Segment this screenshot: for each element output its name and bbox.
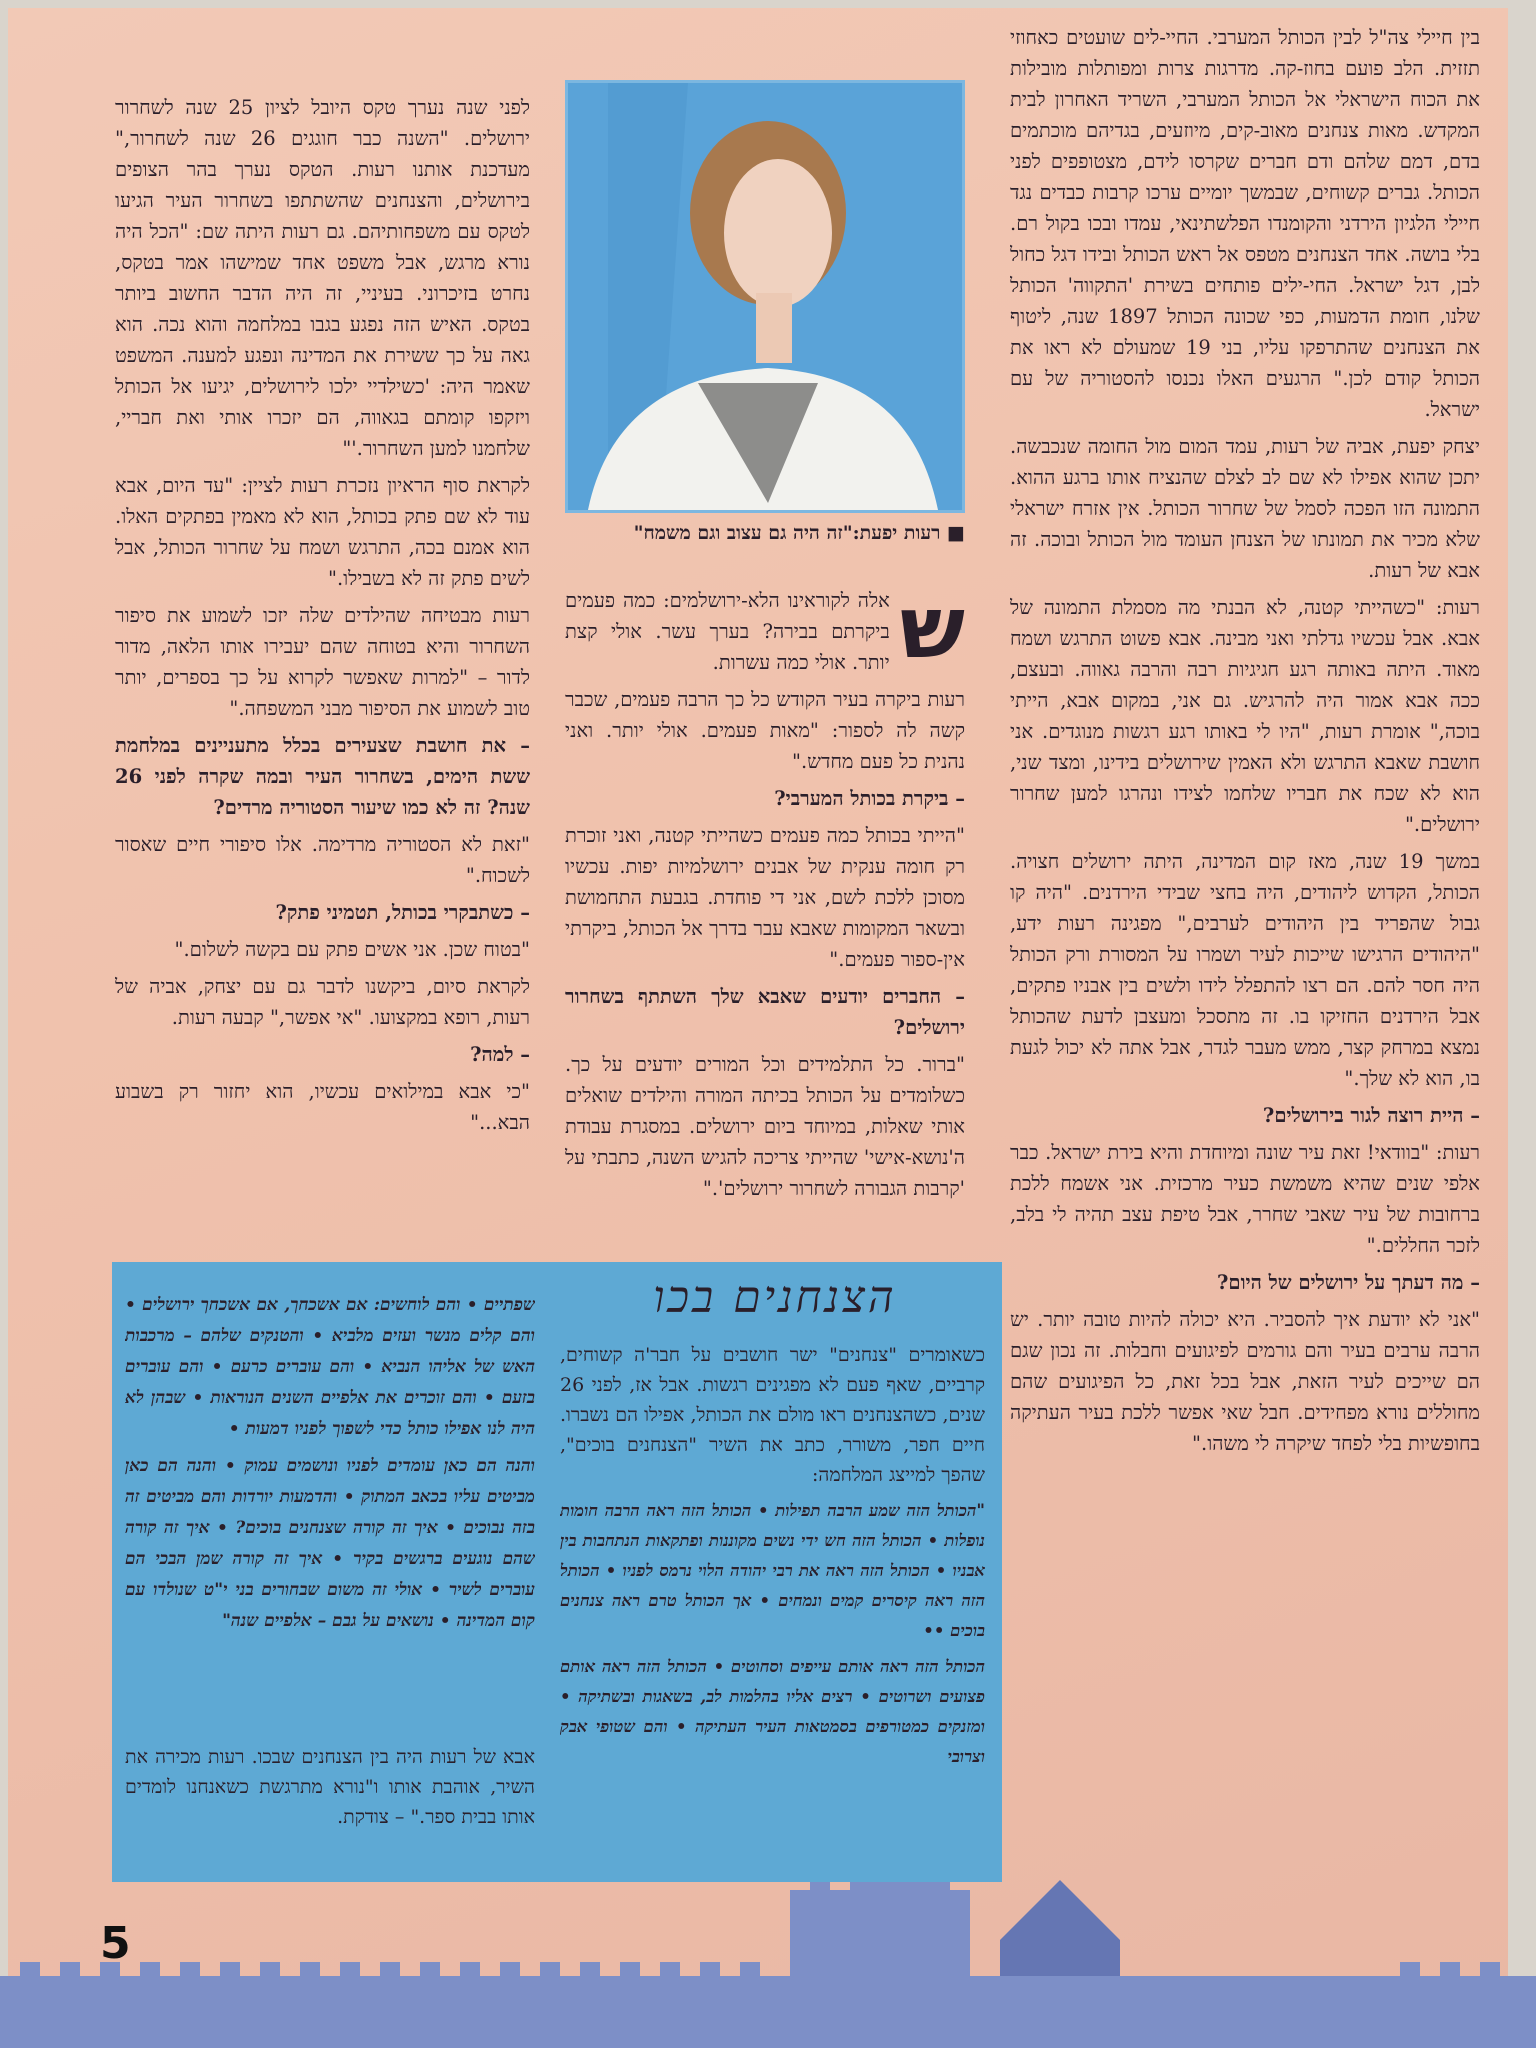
drop-cap: ש xyxy=(899,585,965,678)
box-poem-column xyxy=(125,1290,535,1740)
paragraph: אבא של רעות היה בין הצנחנים שבכו. רעות מכירה את השיר, אוהבת אותו ו"נורא מתרגשת כשאנחנו לומדים אותו בבית ספר." – צודקת. xyxy=(125,1746,535,1828)
paragraph: לקראת סיום, ביקשנו לדבר גם עם יצחק, אביה של רעות, רופא במקצועו. "אי אפשר," קבעה רעות. xyxy=(115,975,530,1029)
box-intro-column xyxy=(560,1340,985,1870)
paragraph: כשאומרים "צנחנים" ישר חושבים על חבר'ה קשוחים, קרביים, שאף פעם לא מפגינים רגשות. אבל אז, לפני 26 שנים, כשהצנחנים ראו מולם את הכותל, אפילו הם נשברו. חיים חפר, משורר, כתב את השיר "הצנחנים בוכים", שהפך למייצג המלחמה: xyxy=(560,1344,985,1486)
interview-question: – החברים יודעים שאבא שלך השתתף בשחרור ירושלים? xyxy=(565,985,965,1039)
paragraph: יצחק יפעת, אביה של רעות, עמד המום מול החומה שנכבשה. יתכן שהוא אפילו לא שם לב לצלם שהנציח אותו ברגע ההוא. התמונה הזו הפכה לסמל של שחרור הכותל. אין אזרח ישראלי שלא מכיר את תמונתו של הצנחן העומד מול הכותל ובוכה. זה אבא של רעות. xyxy=(1010,435,1480,582)
right-column xyxy=(1010,22,1480,1912)
poem-stanza: שפתיים • והם לוחשים: אם אשכחך, אם אשכחך ירושלים • והם קלים מנשר ועזים מלביא • והטנקים שלהם – מרכבות האש של אליהו הנביא • והם עוברים כרעם • והם עוברים בזעם • והם זוכרים את אלפיים השנים הנוראות • שבהן לא היה לנו אפילו כותל כדי לשפוך לפניו דמעות • xyxy=(125,1295,535,1439)
page-number: 5 xyxy=(100,1918,131,1969)
portrait-image xyxy=(568,83,962,510)
portrait-photo xyxy=(565,80,965,513)
paragraph: רעות מבטיחה שהילדים שלה יזכו לשמוע את סיפור השחרור והיא בטוחה שהם יעבירו אותו הלאה, מדור לדור – "למרות שאפשר לקרוא על כך בספרים, יותר טוב לשמוע את הסיפור מבני המשפחה." xyxy=(115,604,530,720)
interview-question: – מה דעתך על ירושלים של היום? xyxy=(1216,1271,1480,1294)
paragraph: רעות: "בוודאי! זאת עיר שונה ומיוחדת והיא בירת ישראל. כבר אלפי שנים שהיא משמשת כעיר מרכזית. אני אשמח ללכת ברחובות של עיר שאבי שחרר, אבל טיפת עצב תהיה לי בלב, לזכר החללים." xyxy=(1010,1141,1480,1257)
paragraph: לפני שנה נערך טקס היובל לציון 25 שנה לשחרור ירושלים. "השנה כבר חוגגים 26 שנה לשחרור," מעדכנת אותנו רעות. הטקס נערך בהר הצופים בירושלים, והצנחנים שהשתתפו בשחרור העיר הגיעו לטקס עם משפחותיהם. גם רעות היתה שם: "הכל היה נורא מרגש, אבל משפט אחד שמישהו אמר בטקס, נחרט בזיכרוני. בעיניי, זה היה הדבר החשוב ביותר בטקס. האיש הזה נפגע בגבו במלחמה והוא נכה. הוא גאה על כך ששירת את המדינה ונפגע למענה. המשפט שאמר היה: 'כשילדיי ילכו לירושלים, יגיעו אל הכותל ויזקפו קומתם בגאווה, הם יזכרו אותי ואת חבריי, שלחמנו למען השחרור.'" xyxy=(115,96,530,460)
interview-question: – ביקרת בכותל המערבי? xyxy=(774,787,965,810)
left-column xyxy=(115,92,530,1242)
paragraph: "זאת לא הסטוריה מרדימה. אלו סיפורי חיים שאסור לשכוח." xyxy=(115,833,530,887)
middle-column xyxy=(565,585,965,1245)
paragraph: לקראת סוף הראיון נזכרת רעות לציין: "עד היום, אבא עוד לא שם פתק בכותל, הוא לא מאמין בפתקים האלו. הוא אמנם בכה, התרגש ושמח על שחרור הכותל, אבל לשים פתק זה לא בשבילו." xyxy=(115,474,530,590)
caption-bullet-icon: ■ xyxy=(940,522,965,544)
interview-question: – את חושבת שצעירים בכלל מתעניינים במלחמת ששת הימים, בשחרור העיר ובמה שקרה לפני 26 שנה? זה לא כמו שיעור הסטוריה מרדים? xyxy=(115,734,530,819)
paragraph: "אני לא יודעת איך להסביר. היא יכולה להיות טובה יותר. יש הרבה ערבים בעיר והם גורמים לפיגועים וחבלות. זה נכון שגם הם שייכים לעיר הזאת, אבל בכל זאת, כל הפיגועים שהם מחוללים נורא מפחידים. חבל שאי אפשר ללכת בעיר העתיקה בחופשיות בלי לפחד שיקרה לי משהו." xyxy=(1010,1308,1480,1455)
interview-question: – היית רוצה לגור בירושלים? xyxy=(1262,1104,1480,1127)
paragraph: "כי אבא במילואים עכשיו, הוא יחזור רק בשבוע הבא..." xyxy=(115,1080,530,1134)
box-closing-column xyxy=(125,1742,535,1872)
poem-stanza: הכותל הזה ראה אותם עייפים וסחוטים • הכותל הזה ראה אותם פצועים ושרוטים • רצים אליו בהלמות לב, בשאגות ובשתיקה • ומזנקים כמטורפים בסמטאות העיר העתיקה • והם שטופי אבק וצרובי xyxy=(560,1657,985,1766)
paragraph: "ברור. כל התלמידים וכל המורים יודעים על כך. כשלומדים על הכותל בכיתה המורה והילדים שואלים אותי שאלות, במיוחד ביום ירושלים. במסגרת עבודת ה'נושא-אישי' שהייתי צריכה להגיש השנה, כתבתי על 'קרבות הגבורה לשחרור ירושלים'." xyxy=(565,1053,965,1200)
paragraph: רעות: "כשהייתי קטנה, לא הבנתי מה מסמלת התמונה של אבא. אבל עכשיו גדלתי ואני מבינה. אבא פשוט התרגש ושמח מאוד. היתה באותה רגע חגיגיות רבה והרבה גאווה. ובעצם, ככה אבא אמור היה להרגיש. גם אני, במקום אבא, הייתי בוכה," אומרת רעות, "היו לי באותו רגע רגשות מנוגדים. אני חושבת שאבא התרגש ולא האמין שירושלים בידינו, ומצד שני, הוא לא שכח את חבריו שלחמו לצידו ונהרגו למען שחרור ירושלים." xyxy=(1010,596,1480,836)
box-title: הצנחנים בכו xyxy=(653,1272,897,1323)
poem-stanza: "הכותל הזה שמע הרבה תפילות • הכותל הזה ראה הרבה חומות נופלות • הכותל הזה חש ידי נשים מקוננות ופתקאות הנתחבות בין אבניו • הכותל הזה ראה את רבי יהודה הלוי נרמס לפניו • הכותל הזה ראה קיסרים קמים ונמחים • אך הכותל טרם ראה צנחנים בוכים •• xyxy=(560,1501,985,1640)
interview-question: – כשתבקרי בכותל, תטמיני פתק? xyxy=(275,901,530,924)
photo-caption xyxy=(565,522,965,545)
paragraph: במשך 19 שנה, מאז קום המדינה, היתה ירושלים חצויה. הכותל, הקדוש ליהודים, היה בחצי שבידי הירדנים. "היה קו גבול שהפריד בין היהודים לערבים," מפגינה רעות ידע, "היהודים הרגישו שייכות לעיר ושמרו על המסורת ורק הכותל היה חסר להם. הם רצו להתפלל לידו ולשים בין אבניו פתקים, אבל הירדנים החזיקו בו. זה מתסכל ומעצבן לדעת שהכותל נמצא במרחק קצר, ממש מעבר לגדר, אבל אתה לא יכול לגעת בו, הוא לא שלך." xyxy=(1010,850,1480,1090)
interview-question: – למה? xyxy=(470,1043,530,1066)
paragraph: אלה לקוראינו הלא-ירושלמים: כמה פעמים ביקרתם בבירה? בערך עשר. אולי קצת יותר. אולי כמה עשרות. xyxy=(565,589,890,674)
paragraph: רעות ביקרה בעיר הקודש כל כך הרבה פעמים, שכבר קשה לה לספור: "מאות פעמים. אולי יותר. ואני נהנית כל פעם מחדש." xyxy=(565,688,965,773)
caption-text: רעות יפעת:"זה היה גם עצוב וגם משמח" xyxy=(633,522,941,544)
paragraph: בין חיילי צה"ל לבין הכותל המערבי. החיי-לים שועטים כאחוזי תזזית. הלב פועם בחוז-קה. מדרגות צרות ומפותלות מובילות את הכוח הישראלי אל הכותל המערבי, השריד האחרון לבית המקדש. מאות צנחנים מאוב-קים, מיוזעים, בגדיהם מוכתמים בדם, דמם שלהם ודם חברים שקרסו לידם, מצטופפים לפני הכותל. גברים קשוחים, שבמשך יומיים ערכו קרבות כבדים נגד חיילי הלגיון הירדני והקומנדו הפלשתינאי, עמדו ובכו בקול רם. בלי בושה. אחד הצנחנים מטפס אל ראש הכותל ובידו דגל כחול לבן, דגל ישראל. החי-ילים פותחים בשירת 'התקווה' הכותל שלנו, חומת הדמעות, כפי שכונה הכותל 1897 שנה, ליטוף את הצנחנים שהתרפקו עליו, בני 19 שמעולם לא ראו את הכותל קודם לכן." הרגעים האלו נכנסו להסטוריה של עם ישראל. xyxy=(1010,26,1480,421)
paragraph: "הייתי בכותל כמה פעמים כשהייתי קטנה, ואני זוכרת רק חומה ענקית של אבנים ירושלמיות יפות. עכשיו מסוכן ללכת לשם, אני די פוחדת. בגבעת התחמושת ובשאר המקומות שאבא עבר בדרך אל הכותל, ביקרתי אין-ספור פעמים." xyxy=(565,824,965,971)
paragraph: "בטוח שכן. אני אשים פתק עם בקשה לשלום." xyxy=(174,938,530,961)
poem-stanza: והנה הם כאן עומדים לפניו ונושמים עמוק • והנה הם כאן מביטים עליו בכאב המתוק • והדמעות יורדות והם מביטים זה בזה נבוכים • איך זה קורה שצנחנים בוכים? • איך זה קורה שהם נוגעים ברגשים בקיר • איך זה קורה שמן הבכי הם עוברים לשיר • אולי זה משום שבחורים בני י"ט שנולדו עם קום המדינה • נושאים על גבם – אלפיים שנה" xyxy=(125,1456,535,1631)
